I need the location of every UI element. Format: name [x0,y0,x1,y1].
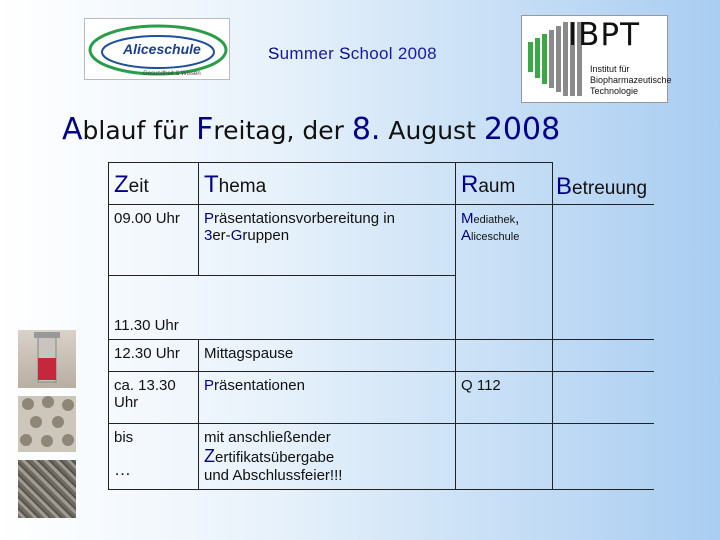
col-header-zeit: Zeit [109,163,199,205]
time-cell: bis … [109,424,199,490]
betreuung-cell [553,372,654,424]
room-cell: Mediathek, Aliceschule [456,205,553,340]
time-cell: 11.30 Uhr [109,276,456,340]
betreuung-cell [553,424,654,490]
topic-cell: mit anschließender Zertifikatsübergabe und Abschlussfeier!!! [199,424,456,490]
ibpt-logo [521,15,672,103]
table-row [109,372,654,424]
lab-photo-image [18,330,76,388]
topic-cell: Präsentationen [199,372,456,424]
logo-tagline: Gesundheit & Wissen [143,71,201,77]
table-header-row [109,163,654,205]
room-cell [456,424,553,490]
topic-cell: Mittagspause [199,340,456,372]
room-cell: Q 112 [456,372,553,424]
aliceschule-logo [84,18,230,80]
time-cell: 09.00 Uhr [109,205,199,276]
topic-cell: Präsentationsvorbereitung in 3er-Gruppen [199,205,456,276]
table-row [109,205,654,276]
schedule-table [108,162,654,490]
time-cell: ca. 13.30 Uhr [109,372,199,424]
ibpt-subtitle: Institut für Biopharmazeutische Technologie [590,64,672,96]
microscopy-dots-image [18,396,76,452]
texture-image [18,460,76,518]
betreuung-cell [553,340,654,372]
room-cell [456,340,553,372]
page-title: Ablauf für Freitag, der 8. August 2008 [62,112,561,147]
ibpt-abbr: IBPT [568,17,641,53]
col-header-thema: Thema [199,163,456,205]
page-header-title: Summer School 2008 [268,44,437,63]
table-row [109,340,654,372]
betreuung-header: Betreuung [556,173,648,200]
logo-wordmark: Aliceschule [123,41,201,57]
col-header-betreuung-cell [553,163,654,205]
time-cell: 12.30 Uhr [109,340,199,372]
col-header-raum: Raum [456,163,553,205]
betreuung-cell [553,205,654,340]
table-row [109,424,654,490]
